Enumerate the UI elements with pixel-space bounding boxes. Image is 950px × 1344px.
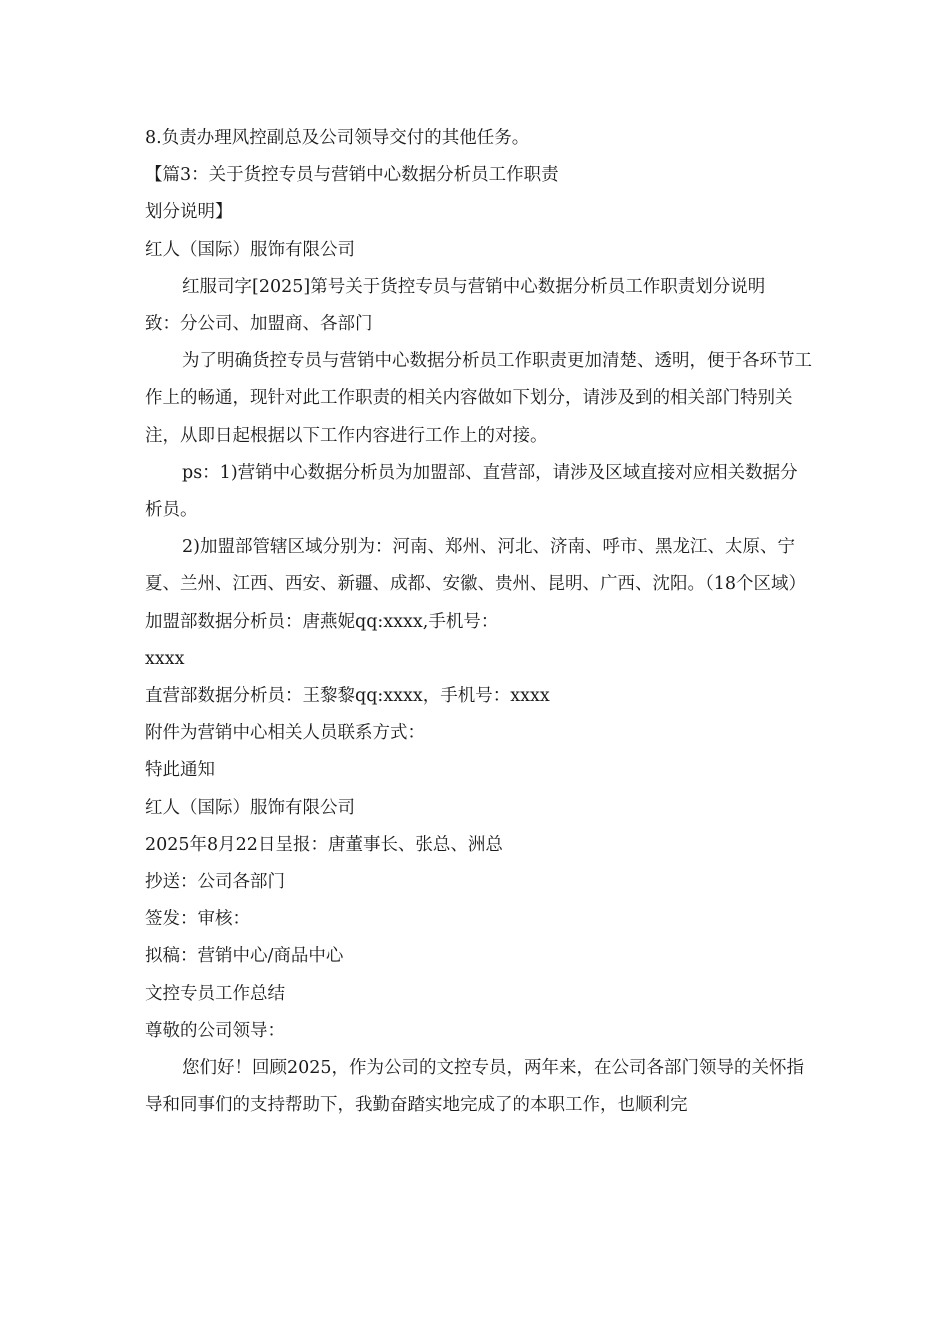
summary-title: 文控专员工作总结 [145,983,285,1004]
summary-paragraph: 您们好！回顾2025，作为公司的文控专员，两年来，在公司各部门领导的关怀指导和同事们的支持帮助下，我勤奋踏实地完成了的本职工作，也顺利完 [145,1058,805,1116]
task-item-8: 8.负责办理风控副总及公司领导交付的其他任务。 [145,128,530,148]
ps-note-2: 2)加盟部管辖区域分别为：河南、郑州、河北、济南、呼市、黑龙江、太原、宁夏、兰州、江西、西安、新疆、成都、安徽、贵州、昆明、广西、沈阳。（18个区域） [145,537,807,595]
franchise-analyst-contact: 加盟部数据分析员：唐燕妮qq:xxxx,手机号： [145,611,499,632]
cc-line: 抄送：公司各部门 [145,872,285,893]
company-name: 红人（国际）服饰有限公司 [145,239,355,260]
section-heading-part-1: 【篇3：关于货控专员与营销中心数据分析员工作职责 [145,165,559,186]
document-title: 红服司字[2025]第号关于货控专员与营销中心数据分析员工作职责划分说明 [182,276,766,297]
section-heading-part-2: 划分说明】 [145,202,233,223]
attachment-note: 附件为营销中心相关人员联系方式： [145,723,425,744]
signature-company: 红人（国际）服饰有限公司 [145,797,355,818]
date-and-report: 2025年8月22日呈报：唐董事长、张总、洲总 [145,834,503,855]
drafter-line: 拟稿：营销中心/商品中心 [145,946,344,967]
recipients: 致：分公司、加盟商、各部门 [145,314,373,335]
intro-paragraph: 为了明确货控专员与营销中心数据分析员工作职责更加清楚、透明，便于各环节工作上的畅通，现针对此工作职责的相关内容做如下划分，请涉及到的相关部门特别关注，从即日起根据以下工作内容进行工作上的对接。 [145,351,812,446]
direct-analyst-contact: 直营部数据分析员：王黎黎qq:xxxx，手机号：xxxx [145,686,550,707]
notice-closing: 特此通知 [145,760,215,781]
document-body [145,120,815,1124]
franchise-analyst-phone: xxxx [145,648,185,669]
ps-note-1: ps：1)营销中心数据分析员为加盟部、直营部，请涉及区域直接对应相关数据分析员。 [145,462,798,521]
issue-review-line: 签发：审核： [145,909,250,930]
salutation: 尊敬的公司领导： [145,1020,285,1041]
